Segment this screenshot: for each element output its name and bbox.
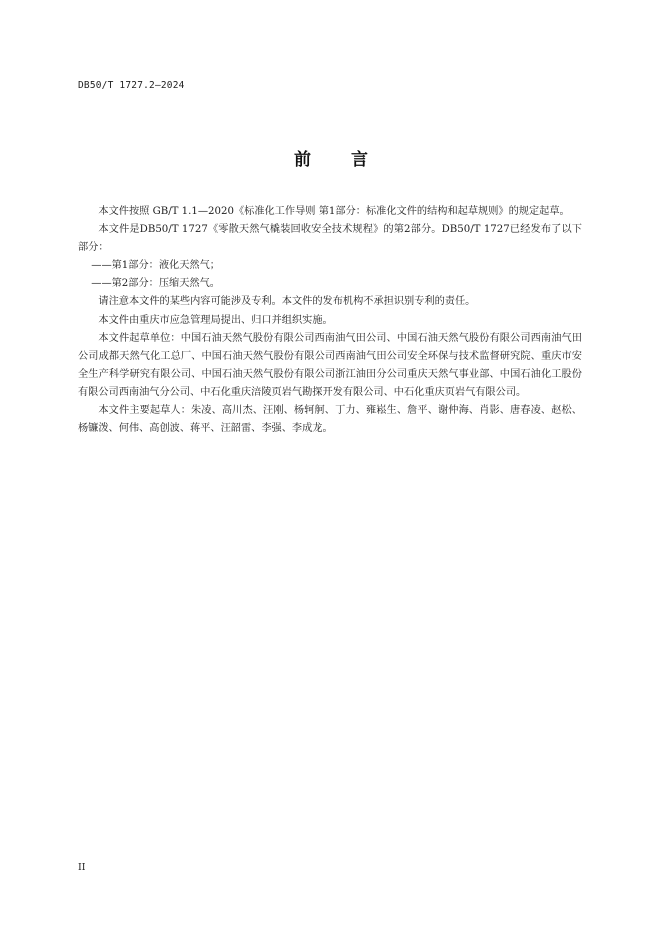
paragraph-drafting-rules: 本文件按照 GB/T 1.1—2020《标准化工作导则 第1部分：标准化文件的结构和起草规则》的规定起草。 xyxy=(98,206,570,217)
paragraph-drafters: 本文件主要起草人：朱凌、高川杰、汪刚、杨轲舸、丁力、雍崧生、詹平、谢仲海、肖影、唐春凌、赵松、杨镰泼、何伟、高创波、蒋平、汪韶雷、李强、李成龙。 xyxy=(78,405,582,435)
page-number: II xyxy=(78,862,86,873)
paragraph-part-info: 本文件是DB50/T 1727《零散天然气橇装回收安全技术规程》的第2部分。DB50/T 1727已经发布了以下部分： xyxy=(78,224,582,254)
list-item-part-1: ——第1部分：液化天然气； xyxy=(91,260,220,272)
paragraph-drafting-units: 本文件起草单位：中国石油天然气股份有限公司西南油气田公司、中国石油天然气股份有限公司西南油气田公司成都天然气化工总厂、中国石油天然气股份有限公司西南油气田公司安全环保与技术监督研究院、重庆市安全生产科学研究有限公司、中国石油天然气股份有限公司浙江油田分公司重庆天然气事业部、中国石油化工股份有限公司西南油气分公司、中石化重庆涪陵页岩气勘探开发有限公司、中石化重庆页岩气有限公司。 xyxy=(78,332,582,398)
foreword-body xyxy=(78,203,582,438)
page-title: 前言 xyxy=(294,150,408,170)
paragraph-patent-notice: 请注意本文件的某些内容可能涉及专利。本文件的发布机构不承担识别专利的责任。 xyxy=(98,296,476,308)
paragraph-proposer: 本文件由重庆市应急管理局提出、归口并组织实施。 xyxy=(98,314,333,326)
standard-number: DB50/T 1727.2—2024 xyxy=(78,80,185,91)
list-item-part-2: ——第2部分：压缩天然气。 xyxy=(91,278,220,290)
